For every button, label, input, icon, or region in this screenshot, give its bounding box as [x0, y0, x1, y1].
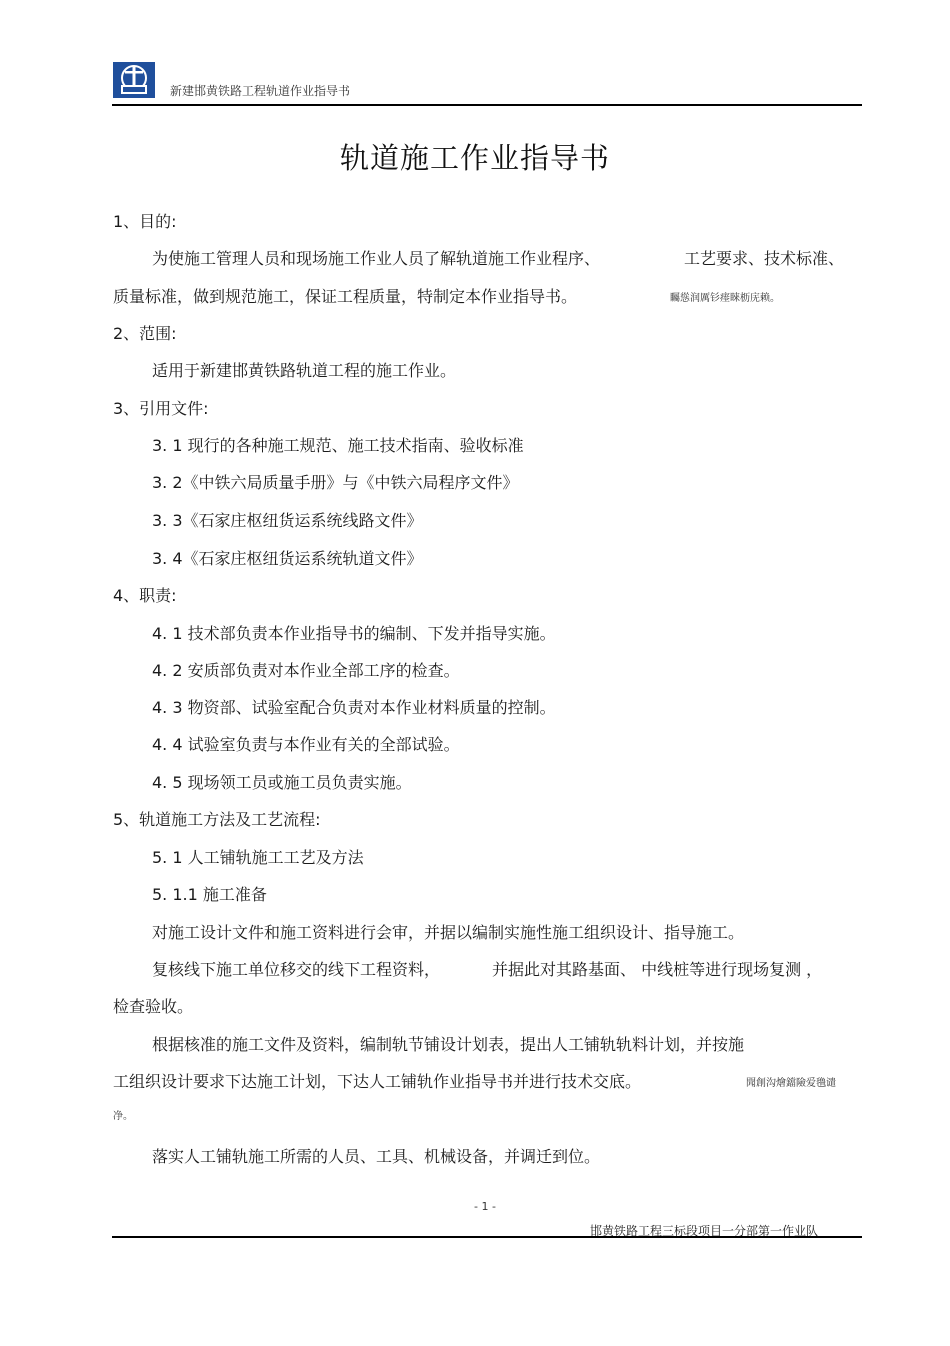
list-item: 4. 5 现场领工员或施工员负责实施。 — [152, 773, 412, 792]
paragraph-line: 根据核准的施工文件及资料，编制轨节铺设计划表，提出人工铺轨轨料计划，并按施 — [152, 1035, 745, 1054]
paragraph-line: 复核线下施工单位移交的线下工程资料， — [152, 960, 441, 979]
section-5-heading: 5、轨道施工方法及工艺流程: — [113, 810, 321, 829]
list-item: 4. 3 物资部、试验室配合负责对本作业材料质量的控制。 — [152, 698, 556, 717]
footer-rule — [112, 1236, 862, 1238]
list-item: 3. 4《石家庄枢纽货运系统轨道文件》 — [152, 549, 423, 568]
list-item: 3. 1 现行的各种施工规范、施工技术指南、验收标准 — [152, 436, 524, 455]
section-3-heading: 3、引用文件: — [113, 399, 209, 418]
paragraph-line: 工组织设计要求下达施工计划，下达人工铺轨作业指导书并进行技术交底。 — [113, 1072, 642, 1091]
paragraph-line: 并据此对其路基面、 中线桩等进行现场复测 ， — [492, 960, 823, 979]
section-2-heading: 2、范围: — [113, 324, 177, 343]
paragraph-line: 对施工设计文件和施工资料进行会审，并据以编制实施性施工组织设计、指导施工。 — [152, 923, 745, 942]
subsection-heading: 5. 1.1 施工准备 — [152, 885, 267, 904]
list-item: 3. 3《石家庄枢纽货运系统线路文件》 — [152, 511, 423, 530]
company-logo — [113, 62, 155, 98]
header-rule — [112, 104, 862, 106]
section-2-paragraph: 适用于新建邯黄铁路轨道工程的施工作业。 — [152, 361, 457, 380]
section-1-paragraph-line: 为使施工管理人员和现场施工作业人员了解轨道施工作业程序、 — [152, 249, 601, 268]
inline-note: 净。 — [113, 1111, 133, 1122]
paragraph-line: 检查验收。 — [113, 997, 194, 1016]
inline-note: 聞創沟燴鐺險爱氇谴 — [746, 1078, 836, 1089]
document-title: 轨道施工作业指导书 — [339, 141, 610, 175]
section-4-heading: 4、职责: — [113, 586, 177, 605]
header-doc-name: 新建邯黄铁路工程轨道作业指导书 — [170, 84, 351, 98]
paragraph-line: 落实人工铺轨施工所需的人员、工具、机械设备，并调迁到位。 — [152, 1147, 601, 1166]
subsection-heading: 5. 1 人工铺轨施工工艺及方法 — [152, 848, 364, 867]
list-item: 4. 4 试验室负责与本作业有关的全部试验。 — [152, 735, 460, 754]
footer-organization: 邯黄铁路工程三标段项目一分部第一作业队 — [590, 1224, 819, 1238]
list-item: 4. 1 技术部负责本作业指导书的编制、下发并指导实施。 — [152, 624, 556, 643]
inline-note: 矚慫润厲钐瘗睞枥庑赖。 — [670, 293, 780, 304]
page-number: - 1 - — [474, 1200, 496, 1213]
section-1-paragraph-line: 工艺要求、技术标准、 — [684, 249, 845, 268]
section-1-heading: 1、目的: — [113, 212, 177, 231]
section-1-paragraph-line: 质量标准，做到规范施工，保证工程质量，特制定本作业指导书。 — [113, 287, 578, 306]
list-item: 4. 2 安质部负责对本作业全部工序的检查。 — [152, 661, 460, 680]
list-item: 3. 2《中铁六局质量手册》与《中铁六局程序文件》 — [152, 473, 519, 492]
